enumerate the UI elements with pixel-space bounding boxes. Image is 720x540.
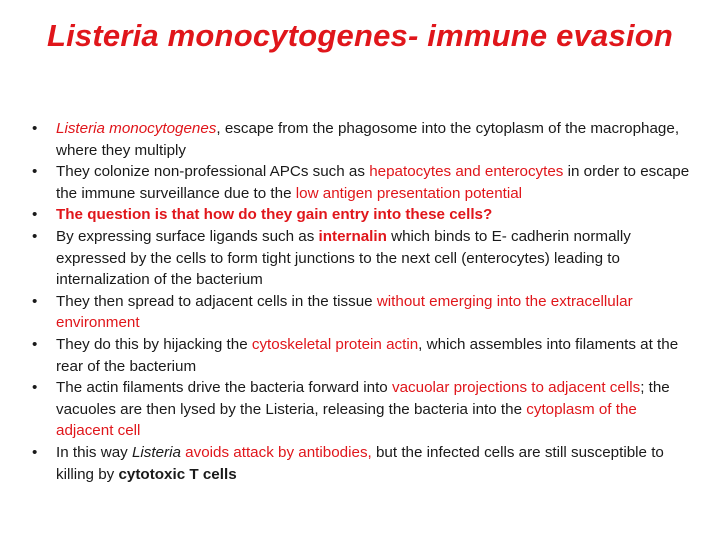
bullet-text-segment: cytoskeletal protein actin	[251, 335, 419, 353]
bullet-text-segment: Listeria	[131, 443, 181, 461]
bullet-text-segment: Listeria monocytogenes	[56, 120, 217, 137]
bullet-dot-icon: •	[32, 227, 38, 245]
bullet-text-segment: The question is that how do they gain entry into these cells?	[56, 206, 493, 224]
bullet-text-segment: , which assembles into filaments at the rear of the bacterium	[56, 335, 679, 375]
bullet-dot-icon: •	[32, 206, 38, 224]
bullet-dot-icon: •	[32, 163, 38, 181]
bullet-text-segment: By expressing surface ligands such as	[56, 227, 319, 245]
bullet-text-segment: They do this by hijacking the	[56, 335, 252, 353]
bullet-list	[32, 118, 692, 485]
bullet-text-segment: The actin filaments drive the bacteria forward into	[56, 379, 392, 397]
bullet-text-segment: without emerging into the extracellular environment	[56, 292, 633, 332]
bullet-text-segment: but the infected cells are still susceptible to killing by	[56, 443, 664, 483]
bullet-dot-icon: •	[32, 292, 38, 310]
bullet-item	[32, 334, 692, 377]
bullet-dot-icon: •	[32, 335, 38, 353]
bullet-item	[32, 291, 692, 334]
bullet-text-segment: They colonize non-professional APCs such as	[56, 163, 370, 181]
bullet-item	[32, 442, 692, 485]
bullet-text-segment: In this way	[56, 443, 132, 461]
bullet-item	[32, 118, 692, 161]
bullet-text-segment: ; the vacuoles are then lysed by the Listeria, releasing the bacteria into the	[56, 379, 670, 418]
bullet-text-segment: They then spread to adjacent cells in the tissue	[56, 292, 377, 310]
bullet-dot-icon: •	[32, 443, 38, 461]
bullet-text-segment: vacuolar projections to adjacent cells	[391, 379, 641, 397]
bullet-text-segment: cytoplasm of the adjacent cell	[56, 400, 637, 440]
bullet-dot-icon: •	[32, 379, 38, 397]
bullet-text-segment: , escape from the phagosome into the cytoplasm of the macrophage, where they multiply	[56, 120, 680, 159]
bullet-dot-icon: •	[32, 120, 38, 137]
bullet-text-segment: avoids attack by antibodies,	[185, 443, 372, 461]
bullet-text-segment: low antigen presentation potential	[295, 184, 523, 202]
bullet-text-segment: in order to escape the immune surveillance due to the	[56, 163, 690, 202]
bullet-item	[32, 226, 692, 291]
bullet-text-segment: hepatocytes and enterocytes	[369, 163, 564, 181]
bullet-text-segment: cytotoxic T cells	[118, 465, 237, 483]
bullet-text-segment: internalin	[318, 227, 387, 245]
bullet-item	[32, 204, 692, 226]
slide-title: Listeria monocytogenes- immune evasion	[46, 18, 674, 53]
bullet-item	[32, 161, 692, 204]
bullet-item	[32, 377, 692, 442]
bullet-text-segment: which binds to E- cadherin normally expressed by the cells to form tight junctions to the next cell (enterocytes) leading to internalization of the bacterium	[56, 227, 631, 289]
